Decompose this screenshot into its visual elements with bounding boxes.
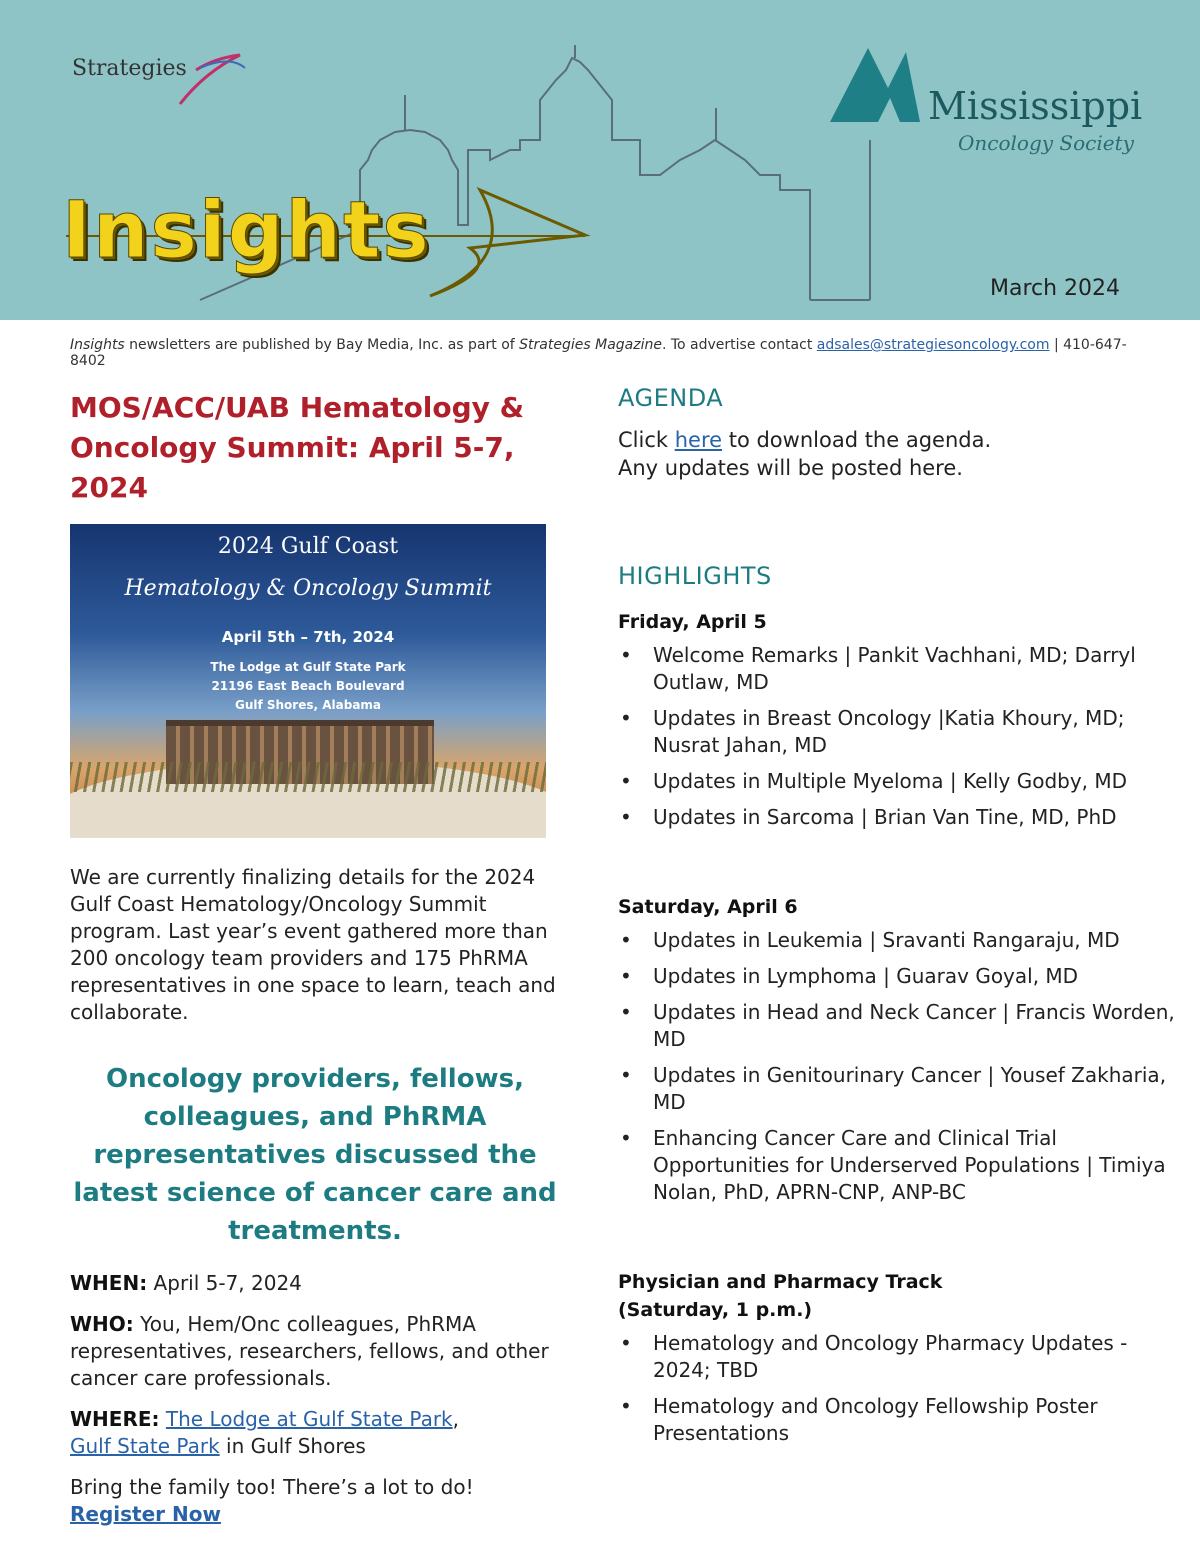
publisher-notice xyxy=(70,337,1160,369)
insights-wordmark: Insights xyxy=(62,186,431,276)
track-heading-line2: (Saturday, 1 p.m.) xyxy=(618,1299,813,1321)
summit-promo-image xyxy=(70,524,546,838)
publisher-phone: | 410-647-8402 xyxy=(70,337,1127,369)
when-line xyxy=(70,1270,560,1297)
family-line xyxy=(70,1474,560,1528)
list-item: • Hematology and Oncology Fellowship Poster Presentations xyxy=(618,1393,1178,1447)
list-item: • Updates in Breast Oncology |Katia Khoury, MD; Nusrat Jahan, MD xyxy=(618,705,1178,759)
list-item: • Updates in Head and Neck Cancer | Francis Worden, MD xyxy=(618,999,1178,1053)
highlights-heading: HIGHLIGHTS xyxy=(618,562,772,590)
publisher-pub-name: Insights xyxy=(70,337,125,353)
publisher-text-1: newsletters are published by Bay Media, Inc. as part of xyxy=(124,337,520,353)
list-item: • Updates in Leukemia | Sravanti Rangaraju, MD xyxy=(618,927,1178,954)
gulf-state-park-link[interactable]: Gulf State Park xyxy=(70,1434,220,1458)
left-column xyxy=(70,388,560,1528)
saturday-heading: Saturday, April 6 xyxy=(618,896,798,918)
family-text: Bring the family too! There’s a lot to do! xyxy=(70,1475,474,1499)
image-text-year-title: 2024 Gulf Coast xyxy=(217,534,399,559)
when-value: April 5-7, 2024 xyxy=(147,1271,302,1295)
where-comma: , xyxy=(452,1407,459,1431)
list-item: • Updates in Multiple Myeloma | Kelly Godby, MD xyxy=(618,768,1178,795)
pull-quote: Oncology providers, fellows, colleagues, and PhRMA representatives discussed the latest science of cancer care and treatments. xyxy=(73,1064,557,1246)
agenda-click: Click xyxy=(618,428,675,452)
agenda-download-link[interactable]: here xyxy=(674,428,723,452)
mos-logo-subtitle: Oncology Society xyxy=(958,131,1134,155)
where-line xyxy=(70,1406,560,1460)
track-talk-list xyxy=(618,1330,1178,1447)
list-item: • Welcome Remarks | Pankit Vachhani, MD; Darryl Outlaw, MD xyxy=(618,642,1178,696)
masthead xyxy=(0,0,1200,320)
image-text-dates: April 5th – 7th, 2024 xyxy=(221,628,395,646)
who-line xyxy=(70,1311,560,1392)
friday-heading: Friday, April 5 xyxy=(618,611,767,633)
advertise-email-link[interactable]: adsales@strategiesoncology.com xyxy=(816,337,1050,353)
list-item: • Updates in Sarcoma | Brian Van Tine, MD, PhD xyxy=(618,804,1178,831)
saturday-talk-list xyxy=(618,927,1178,1206)
right-column xyxy=(618,384,1178,1456)
when-label: WHEN: xyxy=(70,1271,148,1295)
friday-talk-list xyxy=(618,642,1178,831)
list-item: • Enhancing Cancer Care and Clinical Trial Opportunities for Underserved Populations | Timiya Nolan, PhD, APRN-CNP, ANP-BC xyxy=(618,1125,1178,1206)
agenda-updates: Any updates will be posted here. xyxy=(618,456,963,480)
register-now-link[interactable]: Register Now xyxy=(70,1502,221,1526)
summit-intro-paragraph: We are currently finalizing details for the 2024 Gulf Coast Hematology/Oncology Summit program. Last year’s event gathered more than 200 oncology team providers and 175 PhRMA representatives in one space to learn, teach and collaborate. xyxy=(70,865,556,1024)
publisher-text-2: . To advertise contact xyxy=(661,337,817,353)
mos-logo-title: Mississippi xyxy=(928,84,1143,128)
list-item: • Hematology and Oncology Pharmacy Updates - 2024; TBD xyxy=(618,1330,1178,1384)
image-text-venue: The Lodge at Gulf State Park xyxy=(210,660,406,674)
issue-date: March 2024 xyxy=(990,276,1121,301)
image-text-summit-name: Hematology & Oncology Summit xyxy=(124,576,492,601)
who-value: You, Hem/Onc colleagues, PhRMA representatives, researchers, fellows, and other cancer care professionals. xyxy=(70,1312,549,1390)
image-beach-grass xyxy=(70,762,546,792)
summit-title: MOS/ACC/UAB Hematology & Oncology Summit: April 5-7, 2024 xyxy=(70,391,525,504)
list-item: • Updates in Lymphoma | Guarav Goyal, MD xyxy=(618,963,1178,990)
agenda-rest: to download the agenda. xyxy=(722,428,992,452)
who-label: WHO: xyxy=(70,1312,134,1336)
strategies-logo: Strategies xyxy=(72,56,187,81)
where-rest: in Gulf Shores xyxy=(219,1434,366,1458)
image-text-city: Gulf Shores, Alabama xyxy=(234,698,382,712)
track-heading xyxy=(618,1268,1178,1324)
publisher-magazine: Strategies Magazine xyxy=(519,337,662,353)
track-heading-line1: Physician and Pharmacy Track xyxy=(618,1271,943,1293)
image-text-street: 21196 East Beach Boulevard xyxy=(211,679,405,693)
agenda-heading: AGENDA xyxy=(618,384,724,412)
insights-arrow xyxy=(430,190,585,296)
lodge-link[interactable]: The Lodge at Gulf State Park xyxy=(165,1407,453,1431)
agenda-text xyxy=(618,426,1178,482)
where-label: WHERE: xyxy=(70,1407,160,1431)
mos-logo-mark xyxy=(830,48,920,122)
list-item: • Updates in Genitourinary Cancer | Yousef Zakharia, MD xyxy=(618,1062,1178,1116)
